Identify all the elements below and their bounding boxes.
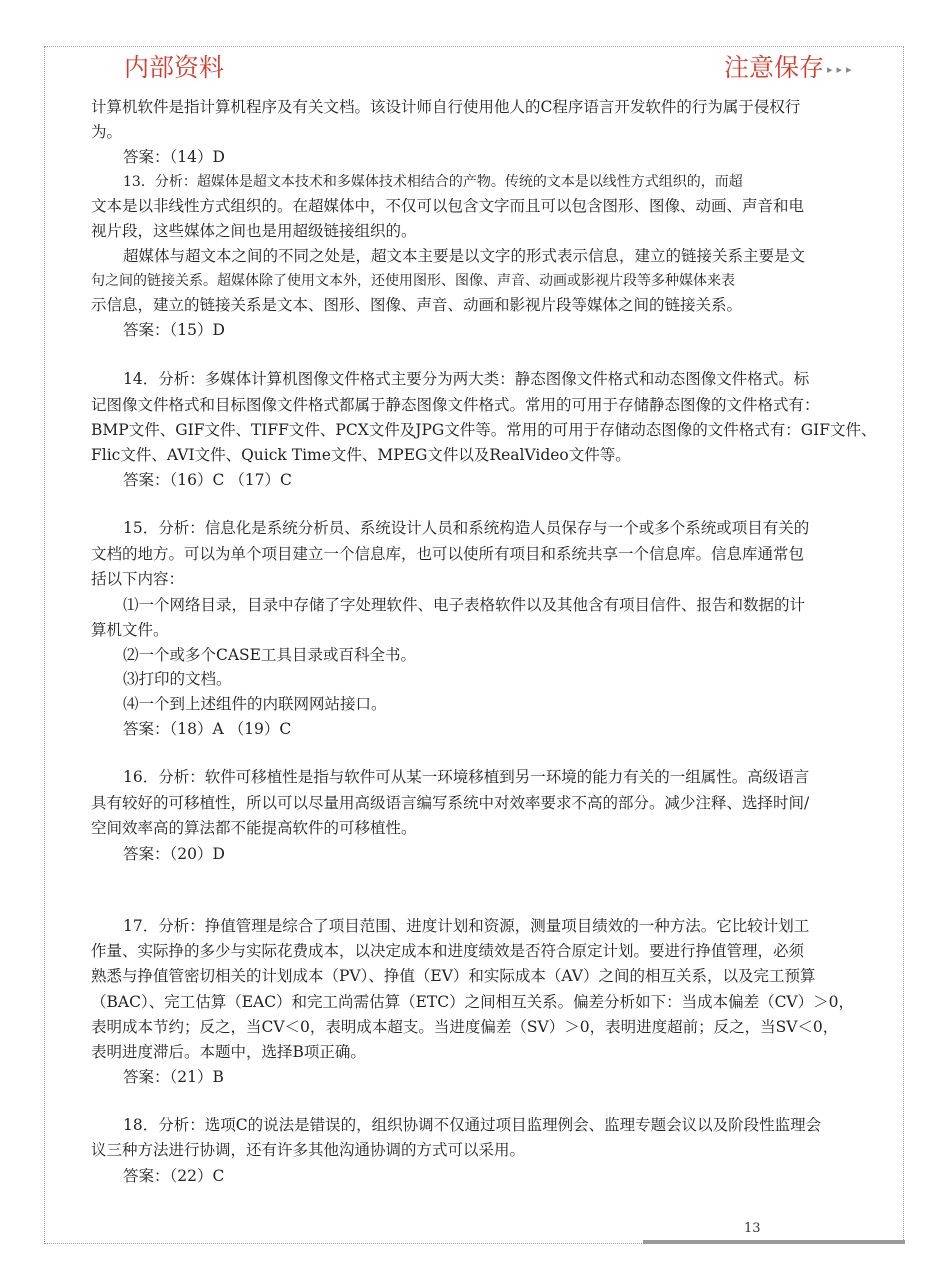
header-keep-safe-text: 注意保存 xyxy=(724,53,825,82)
list-item: ⑷一个到上述组件的内联网网站接口。 xyxy=(123,695,387,713)
text-line: 记图像文件格式和目标图像文件格式都属于静态图像文件格式。常用的可用于存储静态图像的文件格式有： xyxy=(91,396,820,414)
answer-line: 答案：（18）A （19）C xyxy=(123,720,292,738)
answer-line: 答案：（16）C （17）C xyxy=(123,471,292,489)
list-item: ⑵一个或多个CASE工具目录或百科全书。 xyxy=(123,646,416,664)
text-line: 14．分析：多媒体计算机图像文件格式主要分为两大类：静态图像文件格式和动态图像文件格式。标 xyxy=(123,370,810,388)
text-line: 15．分析：信息化是系统分析员、系统设计人员和系统构造人员保存与一个或多个系统或项目有关的 xyxy=(123,519,810,537)
text-line: BMP文件、GIF文件、TIFF文件、PCX文件及JPG文件等。常用的可用于存储动态图像的文件格式有：GIF文件、 xyxy=(91,421,877,439)
answer-line: 答案：（14）D xyxy=(123,148,225,166)
answer-line: 答案：（21）B xyxy=(123,1068,224,1086)
text-line: （BAC）、完工估算（EAC）和完工尚需估算（ETC）之间相互关系。偏差分析如下：当成本偏差（CV）＞0， xyxy=(91,993,854,1011)
text-line: 空间效率高的算法都不能提高软件的可移植性。 xyxy=(91,819,417,837)
text-line: 句之间的链接关系。超媒体除了使用文本外，还使用图形、图像、声音、动画或影视片段等多种媒体来表 xyxy=(91,273,735,289)
page-number: 13 xyxy=(744,1221,761,1236)
text-line: 17．分析：挣值管理是综合了项目范围、进度计划和资源，测量项目绩效的一种方法。它比较计划工 xyxy=(123,917,810,935)
text-line: 熟悉与挣值管密切相关的计划成本（PV）、挣值（EV）和实际成本（AV）之间的相互关系，以及完工预算 xyxy=(91,967,816,985)
text-line: 文本是以非线性方式组织的。在超媒体中，不仅可以包含文字而且可以包含图形、图像、动画、声音和电 xyxy=(91,197,805,215)
answer-line: 答案：（15）D xyxy=(123,321,225,339)
text-line: 文档的地方。可以为单个项目建立一个信息库，也可以使所有项目和系统共享一个信息库。信息库通常包 xyxy=(91,545,805,563)
text-line: 为。 xyxy=(91,123,123,141)
text-line: 表明进度滞后。本题中，选择B项正确。 xyxy=(91,1043,366,1061)
answer-line: 答案：（22）C xyxy=(123,1167,225,1185)
footer-bar xyxy=(643,1240,905,1244)
list-item: ⑴一个网络目录，目录中存储了字处理软件、电子表格软件以及其他含有项目信件、报告和数据的计 xyxy=(123,596,806,614)
text-line: 议三种方法进行协调，还有许多其他沟通协调的方式可以采用。 xyxy=(91,1141,526,1159)
text-line: 超媒体与超文本之间的不同之处是，超文本主要是以文字的形式表示信息，建立的链接关系主要是文 xyxy=(123,247,806,265)
header-keep-safe xyxy=(724,48,856,84)
text-line: 13．分析：超媒体是超文本技术和多媒体技术相结合的产物。传统的文本是以线性方式组织的，而超 xyxy=(123,174,743,190)
text-line: 视片段，这些媒体之间也是用超级链接组织的。 xyxy=(91,222,417,240)
text-line: 示信息，建立的链接关系是文本、图形、图像、声音、动画和影视片段等媒体之间的链接关系。 xyxy=(91,296,743,314)
text-line: 算机文件。 xyxy=(91,621,169,639)
answer-line: 答案：（20）D xyxy=(123,845,225,863)
text-line: 括以下内容： xyxy=(91,570,185,588)
text-line: 16．分析：软件可移植性是指与软件可从某一环境移植到另一环境的能力有关的一组属性。高级语言 xyxy=(123,768,810,786)
text-line: 作量、实际挣的多少与实际花费成本，以决定成本和进度绩效是否符合原定计划。要进行挣值管理，必须 xyxy=(91,942,805,960)
triangle-arrows-icon: ▸▸▸ xyxy=(827,62,856,76)
text-line: Flic文件、AVI文件、Quick Time文件、MPEG文件以及RealVideo文件等。 xyxy=(91,446,631,464)
text-line: 计算机软件是指计算机程序及有关文档。该设计师自行使用他人的C程序语言开发软件的行为属于侵权行 xyxy=(91,98,801,116)
text-line: 具有较好的可移植性，所以可以尽量用高级语言编写系统中对效率要求不高的部分。减少注释、选择时间/ xyxy=(91,794,810,812)
text-line: 18．分析：选项C的说法是错误的，组织协调不仅通过项目监理例会、监理专题会议以及阶段性监理会 xyxy=(123,1116,822,1134)
header-internal-material: 内部资料 xyxy=(124,53,225,82)
list-item: ⑶打印的文档。 xyxy=(123,670,232,688)
text-line: 表明成本节约；反之，当CV＜0，表明成本超支。当进度偏差（SV）＞0，表明进度超前；反之，当SV＜0， xyxy=(91,1018,839,1036)
